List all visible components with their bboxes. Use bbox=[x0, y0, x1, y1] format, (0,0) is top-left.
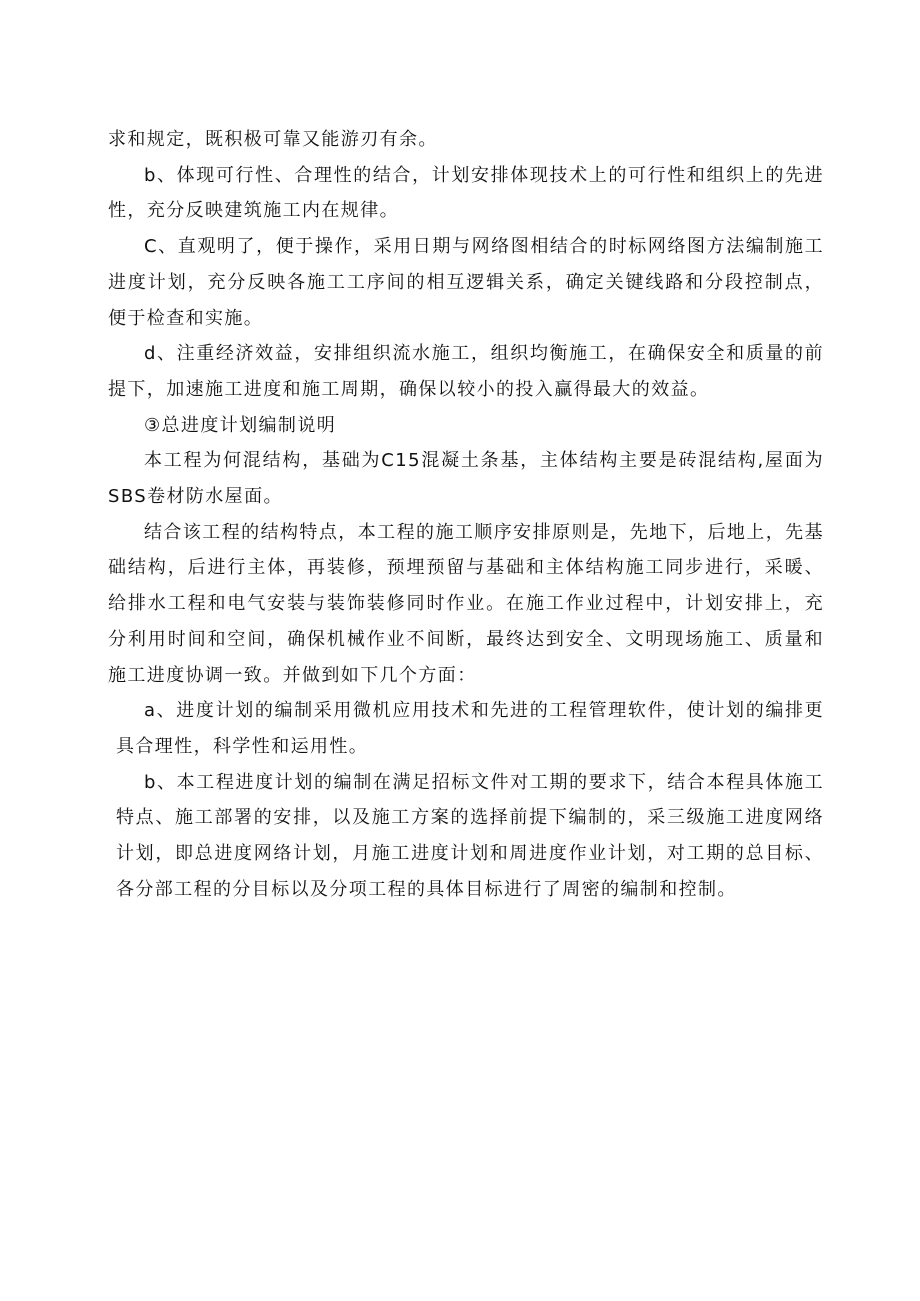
paragraph-item-d-economic: d、注重经济效益，安排组织流水施工，组织均衡施工，在确保安全和质量的前提下，加速施工进度和施工周期，确保以较小的投入赢得最大的效益。 bbox=[108, 343, 824, 400]
paragraph-construction-sequence: 结合该工程的结构特点，本工程的施工顺序安排原则是，先地下，后地上，先基础结构，后进行主体，再装修，预埋预留与基础和主体结构施工同步进行，采暖、给排水工程和电气安装与装饰装修同时作业。在施工作业过程中，计划安排上，充分利用时间和空间，确保机械作业不间断，最终达到安全、文明现场施工、质量和施工进度协调一致。并做到如下几个方面： bbox=[108, 521, 824, 686]
paragraph-item-b-feasibility: b、体现可行性、合理性的结合，计划安排体现技术上的可行性和组织上的先进性，充分反映建筑施工内在规律。 bbox=[108, 164, 824, 222]
paragraph-item-c-intuitive: C、直观明了，便于操作，采用日期与网络图相结合的时标网络图方法编制施工进度计划，充分反映各施工工序间的相互逻辑关系，确定关键线路和分段控制点，便于检查和实施。 bbox=[108, 236, 824, 329]
paragraph-item-b-three-level-plan: b、本工程进度计划的编制在满足招标文件对工期的要求下，结合本程具体施工特点、施工部署的安排，以及施工方案的选择前提下编制的，采三级施工进度网络计划，即总进度网络计划，月施工进度计划和周进度作业计划，对工期的总目标、各分部工程的分目标以及分项工程的具体目标进行了周密的编制和控制。 bbox=[116, 771, 824, 900]
section-heading-schedule-notes: ③总进度计划编制说明 bbox=[144, 414, 337, 436]
paragraph-structure-description: 本工程为何混结构，基础为C15混凝土条基，主体结构主要是砖混结构,屋面为SBS卷材防水屋面。 bbox=[108, 450, 824, 508]
paragraph-item-a-software: a、进度计划的编制采用微机应用技术和先进的工程管理软件，使计划的编排更具合理性，科学性和运用性。 bbox=[116, 700, 824, 757]
paragraph-continuation: 求和规定，既积极可靠又能游刃有余。 bbox=[108, 129, 438, 150]
document-body bbox=[108, 122, 824, 907]
